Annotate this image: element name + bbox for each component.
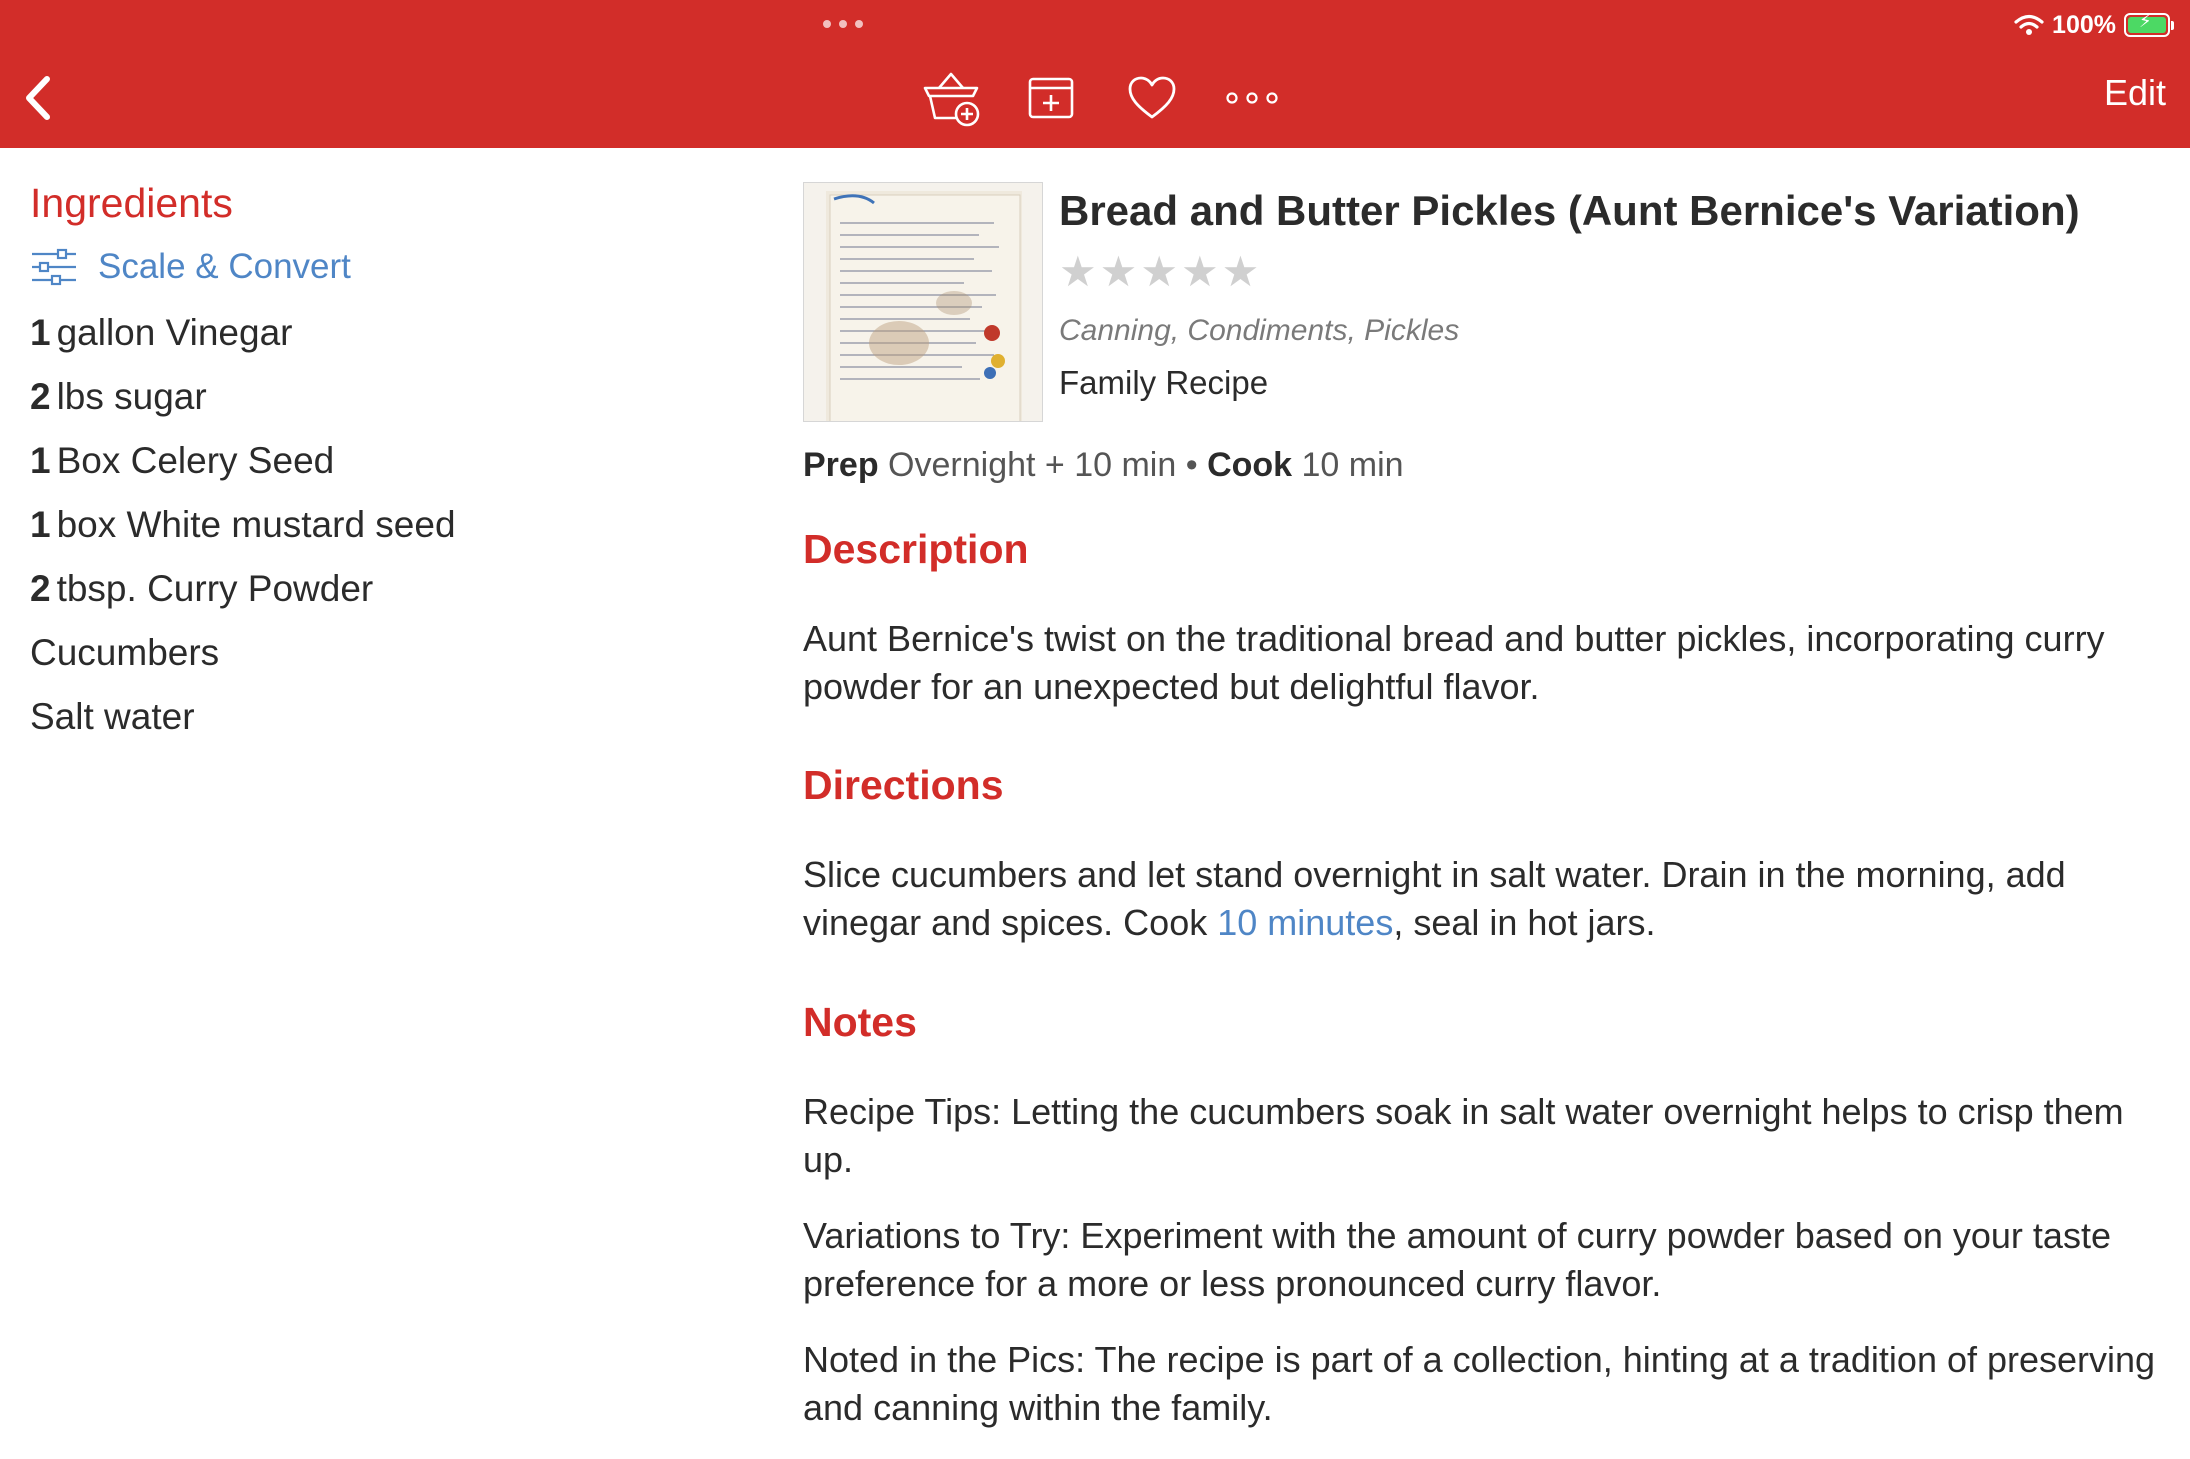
directions-heading: Directions [803,762,1004,808]
ingredients-heading: Ingredients [30,180,233,226]
recipe-categories[interactable]: Canning, Condiments, Pickles [1059,314,1460,347]
note-paragraph: Noted in the Pics: The recipe is part of a collection, hinting at a tradition of preserving and canning within the family. [803,1339,2156,1428]
note-paragraph: Variations to Try: Experiment with the amount of curry powder based on your taste preference for a more or less pronounced curry flavor. [803,1215,2111,1304]
calendar-add-icon [1027,74,1075,122]
ingredient-item[interactable]: Salt water [30,696,195,737]
cook-label: Cook [1207,446,1293,484]
ingredient-item[interactable]: 1 box White mustard seed [30,504,456,545]
basket-add-icon [921,68,983,128]
top-bar [0,0,2190,148]
ingredients-panel [30,180,750,749]
ingredient-item[interactable]: 1 gallon Vinegar [30,312,293,353]
favorite-button[interactable] [1120,68,1184,128]
recipe-times [803,446,1404,485]
recipe-card-image [804,183,1043,422]
star-icon[interactable]: ★ [1221,248,1260,295]
note-paragraph: Recipe Tips: Letting the cucumbers soak in salt water overnight helps to crisp them up. [803,1091,2124,1180]
battery-icon [2124,13,2170,37]
description-section [803,526,2173,711]
star-rating[interactable] [1059,250,2169,294]
notes-section [803,999,2173,1432]
more-icon [1224,91,1280,105]
back-button[interactable] [18,70,58,126]
ingredient-item[interactable]: 2 tbsp. Curry Powder [30,568,374,609]
star-icon[interactable]: ★ [1099,248,1138,295]
recipe-source: Family Recipe [1059,364,1269,401]
description-heading: Description [803,526,1029,572]
description-text: Aunt Bernice's twist on the traditional bread and butter pickles, incorporating curry powder for an unexpected but delightful flavor. [803,618,2105,707]
recipe-photo[interactable] [803,182,1043,422]
star-icon[interactable]: ★ [1059,248,1097,295]
ingredient-item[interactable]: Cucumbers [30,632,220,673]
timer-link[interactable]: 10 minutes [1217,902,1394,943]
directions-section [803,762,2173,947]
multitasking-dots[interactable] [818,14,868,34]
add-to-meal-plan-button[interactable] [1019,68,1083,128]
prep-label: Prep [803,446,879,484]
ingredient-list [30,301,750,749]
more-button[interactable] [1220,68,1284,128]
directions-text: Slice cucumbers and let stand overnight in salt water. Drain in the morning, add vinegar and spices. Cook 10 minutes, seal in hot jars. [803,854,2066,943]
heart-icon [1127,76,1177,120]
cook-value: 10 min [1301,446,1404,484]
ingredient-item[interactable]: 1 Box Celery Seed [30,440,335,481]
recipe-header [1059,182,2169,402]
chevron-left-icon [23,74,53,122]
scale-convert-label: Scale & Convert [98,247,351,286]
ingredient-item[interactable]: 2 lbs sugar [30,376,207,417]
edit-button[interactable]: Edit [2103,72,2166,113]
time-separator: • [1185,446,1198,484]
add-to-groceries-button[interactable] [920,68,984,128]
recipe-title: Bread and Butter Pickles (Aunt Bernice's Variation) [1059,187,2080,234]
scale-convert-button[interactable] [30,247,750,287]
notes-heading: Notes [803,999,917,1045]
wifi-icon [2014,14,2044,36]
sliders-icon [30,247,78,287]
star-icon[interactable]: ★ [1140,248,1178,295]
star-icon[interactable]: ★ [1180,248,1219,295]
status-bar [2014,8,2170,42]
prep-value: Overnight + 10 min [888,446,1177,484]
battery-percent: 100% [2052,10,2116,39]
